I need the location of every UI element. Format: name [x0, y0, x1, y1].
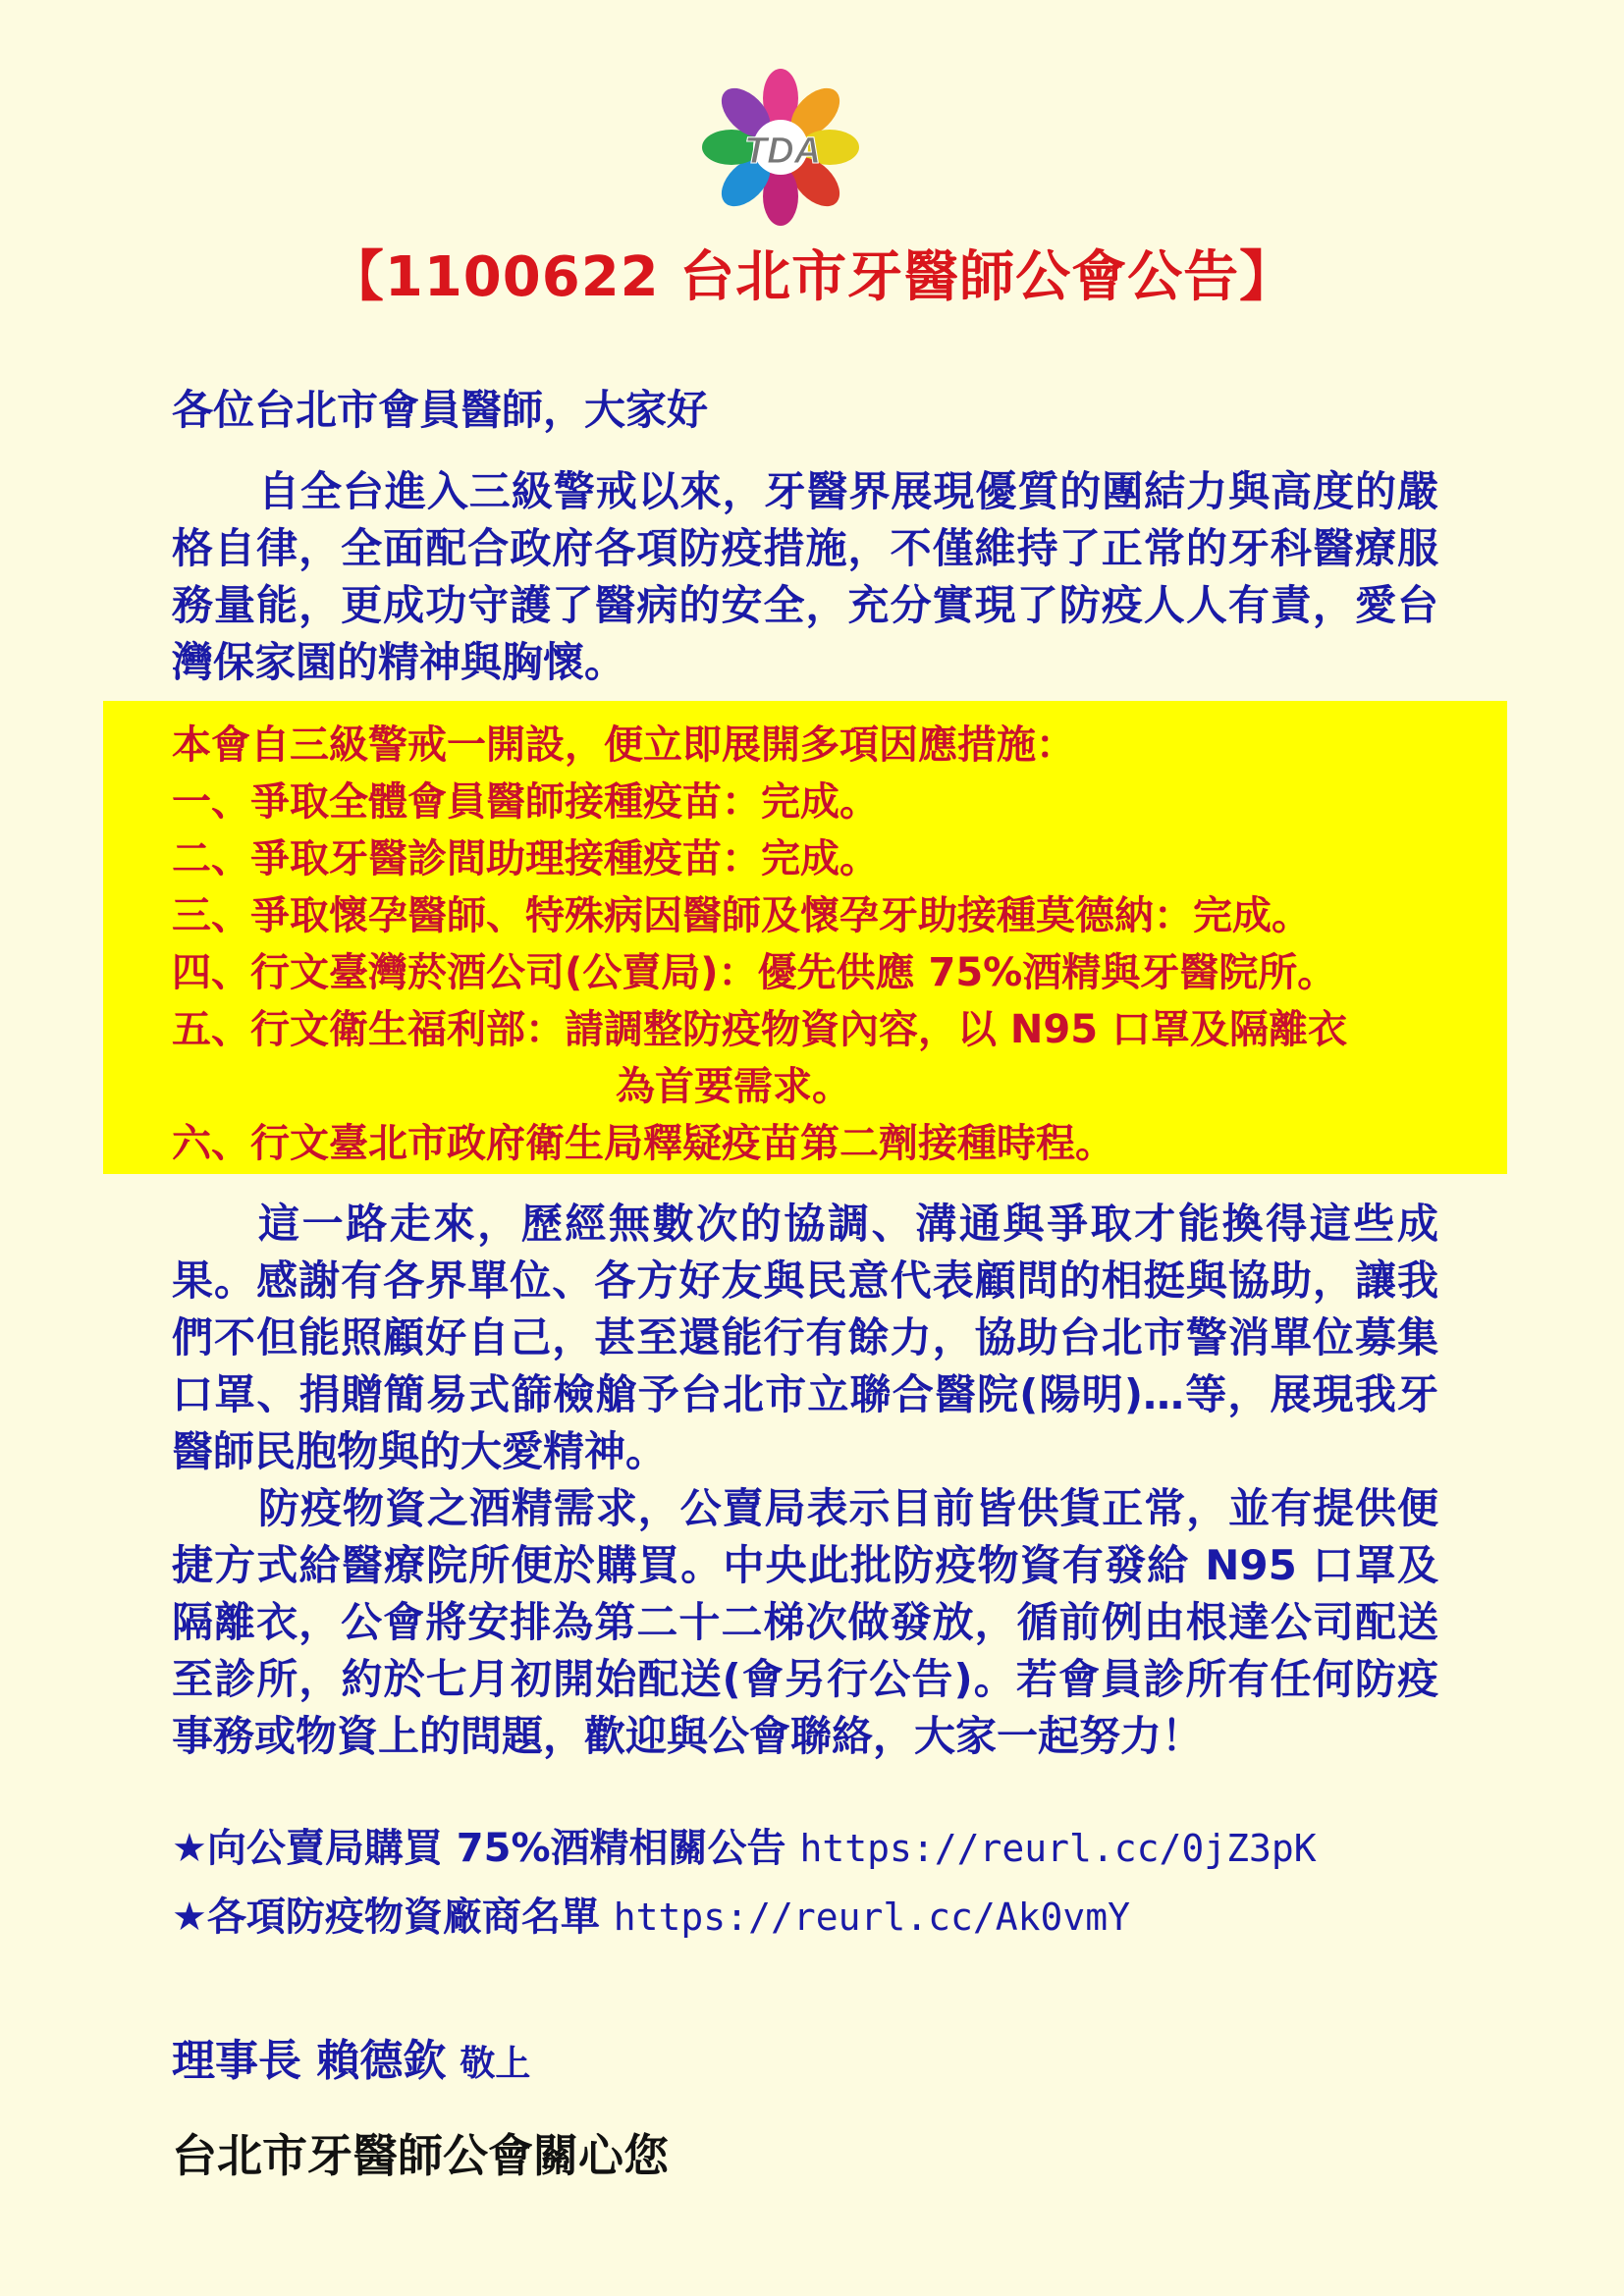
- link-url[interactable]: https://reurl.cc/Ak0vmY: [613, 1896, 1130, 1939]
- intro-paragraph: 自全台進入三級警戒以來，牙醫界展現優質的團結力與高度的嚴格自律，全面配合政府各項防疫措施，不僅維持了正常的牙科醫療服務量能，更成功守護了醫病的安全，充分實現了防疫人人有責，愛台灣保家園的精神與胸懷。: [172, 467, 1438, 686]
- link-label: ★向公賣局購買 75%酒精相關公告: [172, 1826, 786, 1871]
- measure-item: 三、爭取懷孕醫師、特殊病因醫師及懷孕牙助接種莫德納：完成。: [172, 893, 1311, 938]
- greeting: 各位台北市會員醫師，大家好: [172, 386, 709, 434]
- intro-section: [172, 463, 1438, 691]
- link-item: [172, 1883, 1317, 1951]
- measure-item: 二、爭取牙醫診間助理接種疫苗：完成。: [172, 836, 879, 881]
- measure-item: 五、行文衛生福利部：請調整防疫物資內容，以 N95 口罩及隔離衣: [172, 1007, 1347, 1052]
- link-url[interactable]: https://reurl.cc/0jZ3pK: [799, 1827, 1317, 1870]
- measure-item: 六、行文臺北市政府衛生局釋疑疫苗第二劑接種時程。: [172, 1121, 1114, 1166]
- tda-flower-logo: [692, 57, 869, 234]
- page-title: 【1100622 台北市牙醫師公會公告】: [328, 245, 1296, 309]
- measures-list: [172, 717, 1468, 1172]
- measure-item-continuation: 為首要需求。: [616, 1064, 851, 1109]
- measure-item: 一、爭取全體會員醫師接種疫苗：完成。: [172, 779, 879, 825]
- signature: [172, 2025, 530, 2088]
- signature-greet: 敬上: [460, 2044, 531, 2084]
- signature-name: 理事長 賴德欽: [172, 2036, 447, 2086]
- link-item: [172, 1814, 1317, 1883]
- body-paragraph: 這一路走來，歷經無數次的協調、溝通與爭取才能換得這些成果。感謝有各界單位、各方好友與民意代表顧問的相挺與協助，讓我們不但能照顧好自己，甚至還能行有餘力，協助台北市警消單位募集口罩、捐贈簡易式篩檢艙予台北市立聯合醫院(陽明)…等，展現我牙醫師民胞物與的大愛精神。: [172, 1200, 1438, 1475]
- body-section: [172, 1196, 1438, 1765]
- link-label: ★各項防疫物資廠商名單: [172, 1895, 600, 1940]
- measure-item: 四、行文臺灣菸酒公司(公賣局)：優先供應 75%酒精與牙醫院所。: [172, 950, 1337, 995]
- closing-line: 台北市牙醫師公會關心您: [172, 2129, 669, 2182]
- links-section: [172, 1814, 1317, 1951]
- body-paragraph: 防疫物資之酒精需求，公賣局表示目前皆供貨正常，並有提供便捷方式給醫療院所便於購買。中央此批防疫物資有發給 N95 口罩及隔離衣，公會將安排為第二十二梯次做發放，循前例由根達公司配送至診所，約於七月初開始配送(會另行公告)。若會員診所有任何防疫事務或物資上的問題，歡迎與公會聯絡，大家一起努力！: [172, 1484, 1438, 1760]
- svg-text:TDA: TDA: [743, 131, 822, 172]
- measures-lead: 本會自三級警戒一開設，便立即展開多項因應措施：: [172, 722, 1075, 768]
